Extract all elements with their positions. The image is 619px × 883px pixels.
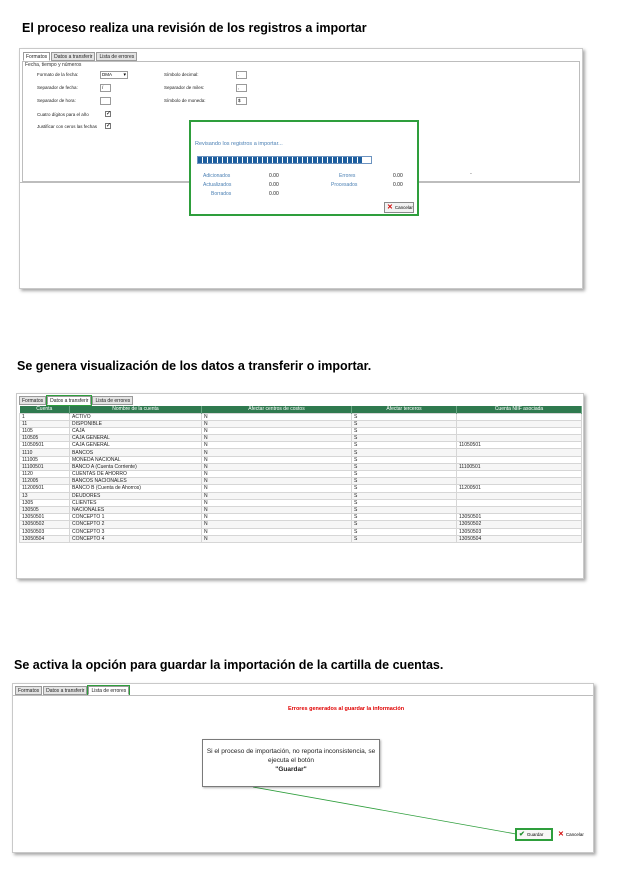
label-separador-fecha: Separador de fecha: — [37, 85, 78, 90]
table-cell: N — [202, 456, 352, 463]
label-borrados: Borrados — [211, 191, 232, 197]
table-cell: 13050504 — [20, 535, 70, 542]
label-simbolo-moneda: Símbolo de moneda: — [164, 98, 206, 103]
error-list-title: Errores generados al guardar la información — [288, 706, 405, 712]
table-row[interactable] — [20, 478, 582, 485]
table-cell: 11 — [20, 420, 70, 427]
progress-fill — [198, 157, 362, 163]
table-cell: CONCEPTO 2 — [70, 521, 202, 528]
table-cell: BANCO B (Cuenta de Ahorros) — [70, 485, 202, 492]
label-separador-miles: Separador de miles: — [164, 85, 205, 90]
input-separador-miles[interactable]: , — [236, 84, 247, 92]
close-icon: ✕ — [558, 831, 564, 838]
table-row[interactable] — [20, 442, 582, 449]
screenshot-review-process — [19, 48, 583, 289]
table-cell: DEUDORES — [70, 492, 202, 499]
table-cell — [457, 471, 582, 478]
table-cell: 13050503 — [457, 528, 582, 535]
close-icon: ✕ — [387, 204, 393, 211]
label-actualizados: Actualizados — [203, 182, 232, 188]
label-formato-fecha: Formato de la fecha: — [37, 72, 79, 77]
table-cell: BANCOS NACIONALES — [70, 478, 202, 485]
table-cell: NACIONALES — [70, 506, 202, 513]
tab-datos-transferir[interactable]: Datos a transferir — [47, 396, 91, 405]
cancel-label: Cancelar — [394, 205, 413, 210]
table-cell: N — [202, 514, 352, 521]
cancel-button[interactable] — [556, 829, 590, 840]
dialog-title: Revisando los registros a importar... — [195, 141, 283, 147]
table-cell: 13050502 — [457, 521, 582, 528]
checkbox-cuatro-digitos[interactable]: ✓ — [106, 111, 112, 117]
column-header[interactable]: Cuenta — [20, 406, 70, 413]
table-cell: CONCEPTO 4 — [70, 535, 202, 542]
table-cell: N — [202, 492, 352, 499]
table-row[interactable] — [20, 449, 582, 456]
table-cell: BANCOS — [70, 449, 202, 456]
table-cell: S — [352, 521, 457, 528]
table-cell: N — [202, 506, 352, 513]
table-cell: 1305 — [20, 499, 70, 506]
table-cell: 11200501 — [457, 485, 582, 492]
value-errores: 0.00 — [393, 173, 403, 179]
tab-formatos[interactable]: Formatos — [19, 396, 46, 405]
table-cell: N — [202, 471, 352, 478]
table-cell: S — [352, 535, 457, 542]
table-cell: 13050502 — [20, 521, 70, 528]
table-cell: 11100501 — [20, 463, 70, 470]
table-cell: N — [202, 528, 352, 535]
save-button[interactable] — [516, 829, 552, 840]
table-row[interactable] — [20, 485, 582, 492]
table-cell — [457, 427, 582, 434]
select-formato-fecha[interactable]: DMA ▾ — [100, 71, 128, 79]
label-separador-hora: Separador de hora: — [37, 98, 76, 103]
label-adicionados: Adicionados — [203, 173, 231, 179]
tab-bar — [23, 52, 138, 61]
table-cell: 1120 — [20, 471, 70, 478]
table-cell: N — [202, 463, 352, 470]
table-cell: S — [352, 463, 457, 470]
table-cell: N — [202, 420, 352, 427]
checkbox-justificar[interactable]: ✓ — [106, 123, 112, 129]
table-row[interactable] — [20, 463, 582, 470]
table-cell: ACTIVO — [70, 413, 202, 420]
table-cell: N — [202, 478, 352, 485]
table-cell: 130505 — [20, 506, 70, 513]
table-cell: S — [352, 471, 457, 478]
table-cell — [457, 492, 582, 499]
table-cell: N — [202, 427, 352, 434]
table-cell: S — [352, 514, 457, 521]
table-cell: CLIENTES — [70, 499, 202, 506]
table-row[interactable] — [20, 535, 582, 542]
table-cell: S — [352, 427, 457, 434]
table-row[interactable] — [20, 471, 582, 478]
heading-save: Se activa la opción para guardar la importación de la cartilla de cuentas. — [14, 658, 444, 672]
progress-dialog — [189, 120, 419, 216]
column-header[interactable]: Nombre de la cuenta — [70, 406, 202, 413]
table-cell: N — [202, 499, 352, 506]
stray-dot: . — [470, 169, 472, 176]
table-cell: CAJA — [70, 427, 202, 434]
checkmark-icon: ✔ — [519, 831, 525, 838]
table-cell: 1105 — [20, 427, 70, 434]
tab-datos-transferir[interactable]: Datos a transferir — [51, 52, 95, 61]
screenshot-data-preview — [16, 393, 584, 579]
label-procesados: Procesados — [331, 182, 358, 188]
input-simbolo-decimal[interactable]: . — [236, 71, 247, 79]
table-cell — [457, 478, 582, 485]
table-cell: S — [352, 442, 457, 449]
save-label: Guardar — [526, 832, 544, 837]
tab-formatos[interactable]: Formatos — [15, 686, 42, 695]
value-borrados: 0.00 — [269, 191, 279, 197]
table-cell — [457, 456, 582, 463]
table-cell: N — [202, 413, 352, 420]
heading-review: El proceso realiza una revisión de los registros a importar — [22, 21, 367, 35]
table-cell: N — [202, 435, 352, 442]
cancel-label: Cancelar — [565, 832, 584, 837]
table-row[interactable] — [20, 499, 582, 506]
table-cell: N — [202, 449, 352, 456]
cancel-button[interactable] — [384, 202, 414, 213]
screenshot-save-import — [12, 683, 594, 853]
table-cell: 1 — [20, 413, 70, 420]
table-cell: 1110 — [20, 449, 70, 456]
table-cell: 11100501 — [457, 463, 582, 470]
table-cell: N — [202, 521, 352, 528]
table-cell — [457, 420, 582, 427]
value-procesados: 0.00 — [393, 182, 403, 188]
table-cell: 11200501 — [20, 485, 70, 492]
table-row[interactable] — [20, 521, 582, 528]
table-row[interactable] — [20, 456, 582, 463]
tab-lista-errores[interactable]: Lista de errores — [96, 52, 137, 61]
value-adicionados: 0.00 — [269, 173, 279, 179]
accounts-table — [19, 406, 582, 543]
table-cell: S — [352, 492, 457, 499]
table-cell: S — [352, 413, 457, 420]
table-cell: 111005 — [20, 456, 70, 463]
table-cell: S — [352, 449, 457, 456]
label-errores: Errores — [339, 173, 356, 179]
table-cell: CAJA GENERAL — [70, 442, 202, 449]
table-cell: N — [202, 535, 352, 542]
label-cuatro-digitos: Cuatro dígitos para el año — [37, 112, 89, 117]
label-simbolo-decimal: Símbolo decimal: — [164, 72, 199, 77]
tab-lista-errores[interactable]: Lista de errores — [88, 686, 129, 695]
table-cell: 110505 — [20, 435, 70, 442]
table-cell: 13050503 — [20, 528, 70, 535]
table-cell: MONEDA NACIONAL — [70, 456, 202, 463]
table-cell: S — [352, 456, 457, 463]
tab-datos-transferir[interactable]: Datos a transferir — [43, 686, 87, 695]
table-row[interactable] — [20, 492, 582, 499]
column-header[interactable]: Afectar terceros — [352, 406, 457, 413]
table-cell: 13050501 — [20, 514, 70, 521]
input-separador-fecha[interactable]: / — [100, 84, 111, 92]
table-row[interactable] — [20, 435, 582, 442]
table-cell: S — [352, 435, 457, 442]
table-row[interactable] — [20, 420, 582, 427]
column-header[interactable]: Cuenta NIIF asociada — [457, 406, 582, 413]
table-row[interactable] — [20, 413, 582, 420]
table-cell: 13 — [20, 492, 70, 499]
instruction-callout — [202, 739, 380, 787]
table-row[interactable] — [20, 514, 582, 521]
column-header[interactable]: Afectar centros de costos — [202, 406, 352, 413]
table-row[interactable] — [20, 528, 582, 535]
table-cell: N — [202, 485, 352, 492]
table-header-row — [20, 406, 582, 413]
table-cell: DISPONIBLE — [70, 420, 202, 427]
table-cell: CONCEPTO 1 — [70, 514, 202, 521]
table-cell: N — [202, 442, 352, 449]
callout-text: Si el proceso de importación, no reporta inconsistencia, se ejecuta el botón — [206, 748, 376, 764]
tab-formatos[interactable]: Formatos — [23, 52, 50, 61]
table-cell: S — [352, 420, 457, 427]
tab-lista-errores[interactable]: Lista de errores — [92, 396, 133, 405]
table-cell — [457, 413, 582, 420]
label-justificar: Justificar con ceros las fechas — [37, 124, 98, 129]
value-actualizados: 0.00 — [269, 182, 279, 188]
table-cell: 13050501 — [457, 514, 582, 521]
table-cell: S — [352, 528, 457, 535]
input-separador-hora[interactable] — [100, 97, 111, 105]
heading-preview: Se genera visualización de los datos a transferir o importar. — [17, 359, 372, 373]
table-cell: 112005 — [20, 478, 70, 485]
progress-bar — [197, 156, 372, 164]
table-cell: S — [352, 506, 457, 513]
table-cell: 11050501 — [20, 442, 70, 449]
table-cell — [457, 499, 582, 506]
table-cell: 13050504 — [457, 535, 582, 542]
table-cell: S — [352, 485, 457, 492]
table-cell — [457, 506, 582, 513]
table-row[interactable] — [20, 506, 582, 513]
table-cell: CONCEPTO 3 — [70, 528, 202, 535]
table-cell: CAJA GENERAL — [70, 435, 202, 442]
table-cell: S — [352, 478, 457, 485]
table-cell — [457, 435, 582, 442]
table-cell: BANCO A (Cuenta Corriente) — [70, 463, 202, 470]
tab-bar — [19, 396, 134, 405]
table-cell: S — [352, 499, 457, 506]
callout-emphasis: "Guardar" — [275, 766, 307, 773]
table-cell — [457, 449, 582, 456]
table-row[interactable] — [20, 427, 582, 434]
section-title: Fecha, tiempo y números — [25, 62, 82, 68]
table-cell: 11050501 — [457, 442, 582, 449]
input-simbolo-moneda[interactable]: $ — [236, 97, 247, 105]
table-cell: CUENTAS DE AHORRO — [70, 471, 202, 478]
